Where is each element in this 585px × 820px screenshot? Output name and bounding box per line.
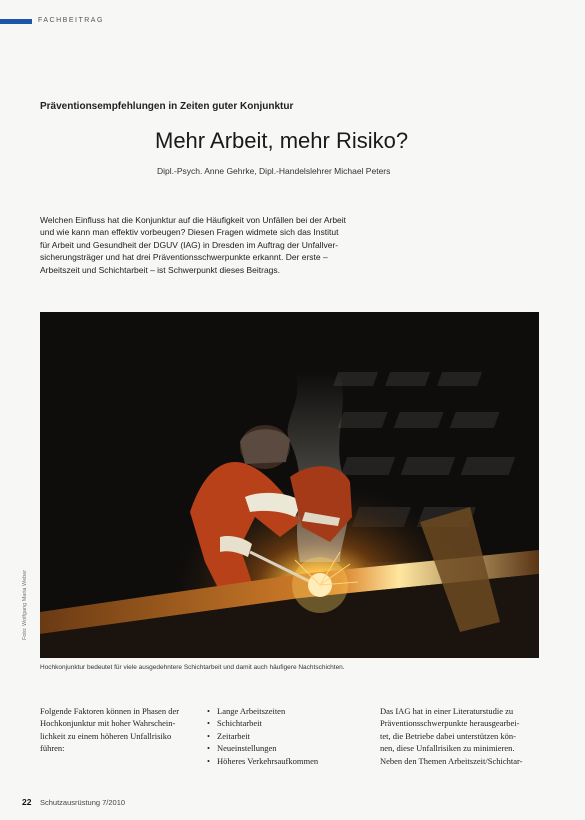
list-item: • Schichtarbeit	[207, 717, 357, 729]
body-line: tet, die Betriebe dabei unterstützen kön-	[380, 730, 516, 741]
lead-line: Welchen Einfluss hat die Konjunktur auf die Häufigkeit von Unfällen bei der Arbeit	[40, 215, 347, 225]
section-accent-bar	[0, 19, 32, 24]
body-line: Neben den Themen Arbeitszeit/Schichtar-	[380, 755, 523, 766]
body-line: lichkeit zu einem höheren Unfallrisiko	[40, 730, 172, 741]
body-column-3	[380, 705, 542, 767]
body-line: nen, diese Unfallrisiken zu minimieren.	[380, 743, 515, 754]
section-label: FACHBEITRAG	[38, 17, 104, 24]
lead-line: Arbeitszeit und Schichtarbeit – ist Schwerpunkt dieses Beitrags.	[40, 264, 281, 275]
risk-factor-list	[207, 705, 357, 767]
list-item: • Höheres Verkehrsaufkommen	[207, 755, 357, 767]
body-line: Folgende Faktoren können in Phasen der	[40, 706, 180, 716]
list-item: • Zeitarbeit	[207, 730, 357, 742]
publication-name: Schutzausrüstung 7/2010	[40, 798, 126, 807]
article-title: Mehr Arbeit, mehr Risiko?	[155, 128, 409, 153]
lead-line: sicherungsträger und hat drei Präventionsschwerpunkte erkannt. Der erste –	[40, 252, 328, 263]
body-line: Hochkonjunktur mit hoher Wahrschein-	[40, 718, 176, 729]
body-column-1	[40, 705, 190, 755]
article-lead	[40, 214, 375, 276]
list-item: • Neueinstellungen	[207, 742, 357, 754]
photo-caption: Hochkonjunktur bedeutet für viele ausgedehntere Schichtarbeit und damit auch häufigere Nachtschichten.	[40, 664, 345, 671]
article-authors: Dipl.-Psych. Anne Gehrke, Dipl.-Handelslehrer Michael Peters	[157, 166, 391, 176]
body-line: Das IAG hat in einer Literaturstudie zu	[380, 706, 514, 716]
welding-photo	[40, 312, 539, 658]
body-line: Präventionsschwerpunkte herausgearbei-	[380, 718, 520, 729]
list-item: • Lange Arbeitszeiten	[207, 705, 357, 717]
article-kicker: Präventionsempfehlungen in Zeiten guter Konjunktur	[40, 101, 294, 112]
welding-scene-illustration	[40, 312, 539, 658]
page-number: 22	[22, 797, 32, 807]
lead-line: für Arbeit und Gesundheit der DGUV (IAG) in Dresden im Auftrag der Unfallver-	[40, 239, 339, 250]
lead-line: und wie kann man effektiv vorbeugen? Diesen Fragen widmete sich das Institut	[40, 227, 339, 238]
body-line: führen:	[40, 743, 65, 754]
photo-credit: Foto: Wolfgang Maria Weber	[22, 569, 28, 640]
